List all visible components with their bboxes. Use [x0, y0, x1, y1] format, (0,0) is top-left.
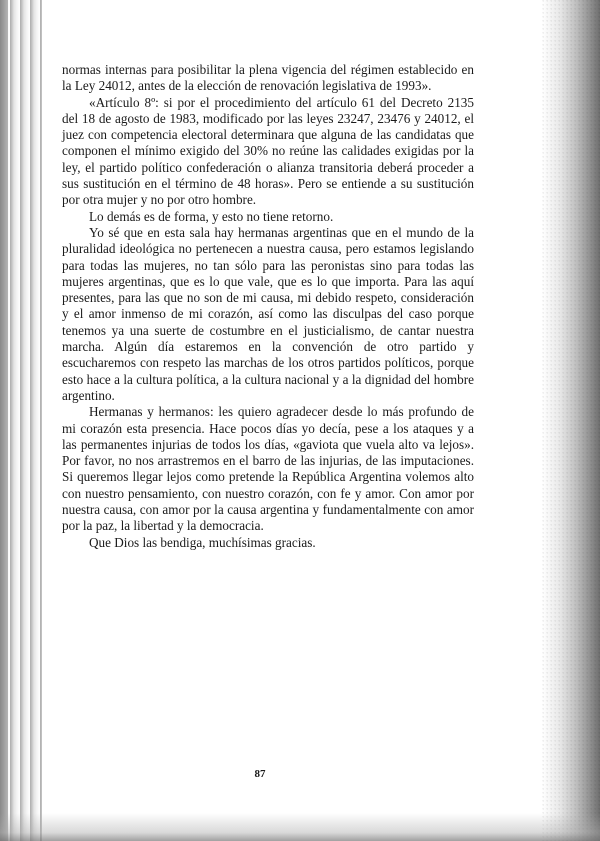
scan-shadow-left [0, 0, 42, 841]
scan-shadow-right [542, 0, 600, 841]
paragraph-continuation: normas internas para posibilitar la plena vigencia del régimen establecido en la Ley 24012, antes de la elección de renovación legislativa de 1993». [62, 62, 474, 94]
paragraph-blessing: Que Dios las bendiga, muchísimas gracias. [89, 534, 316, 550]
paragraph-article-8: «Artículo 8º: si por el procedimiento del artículo 61 del Decreto 2135 del 18 de agosto de 1983, modificado por las leyes 23247, 23476 y 24012, el juez con competencia electoral determinara que alguna de las candidatas que componen el mínimo exigido del 30% no reúne las calidades exigidas por la ley, el partido político confederación o alianza transitoria deberá proceder a sus sustitución en el término de 48 horas». Pero se entiende a su sustitución por otra mujer y no por otro hombre. [62, 94, 474, 208]
page-body-text [62, 62, 474, 551]
page-number: 87 [254, 768, 266, 780]
paragraph-thanks: Hermanas y hermanos: les quiero agradecer desde lo más profundo de mi corazón esta presencia. Hace pocos días yo decía, pese a los ataques y a las permanentes injurias de todos los días, «gaviota que vuela alto va lejos». Por favor, no nos arrastremos en el barro de las injurias, de las imputaciones. Si queremos llegar lejos como pretende la República Argentina volemos alto con nuestro pensamiento, con nuestro corazón, con fe y amor. Con amor por nuestra causa, con amor por la causa argentina y fundamentalmente con amor por la paz, la libertad y la democracia. [62, 404, 474, 534]
paragraph-no-return: Lo demás es de forma, y esto no tiene retorno. [89, 208, 334, 224]
paragraph-sisters: Yo sé que en esta sala hay hermanas argentinas que en el mundo de la pluralidad ideológica no pertenecen a nuestra causa, pero estamos legislando para todas las mujeres, no tan sólo para las peronistas sino para todas las mujeres argentinas, que es lo que vale, que es lo que importa. Para las aquí presentes, para las que no son de mi causa, mi debido respeto, consideración y el amor inmenso de mi corazón, así como las disculpas del caso porque tenemos ya una suerte de costumbre en el justicialismo, de cantar nuestra marcha. Algún día estaremos en la convención de otro partido y escucharemos con respeto las marchas de los otros partidos políticos, porque esto hace a la cultura política, a la cultura nacional y a la dignidad del hombre argentino. [62, 224, 474, 403]
scan-shadow-bottom [0, 813, 600, 841]
